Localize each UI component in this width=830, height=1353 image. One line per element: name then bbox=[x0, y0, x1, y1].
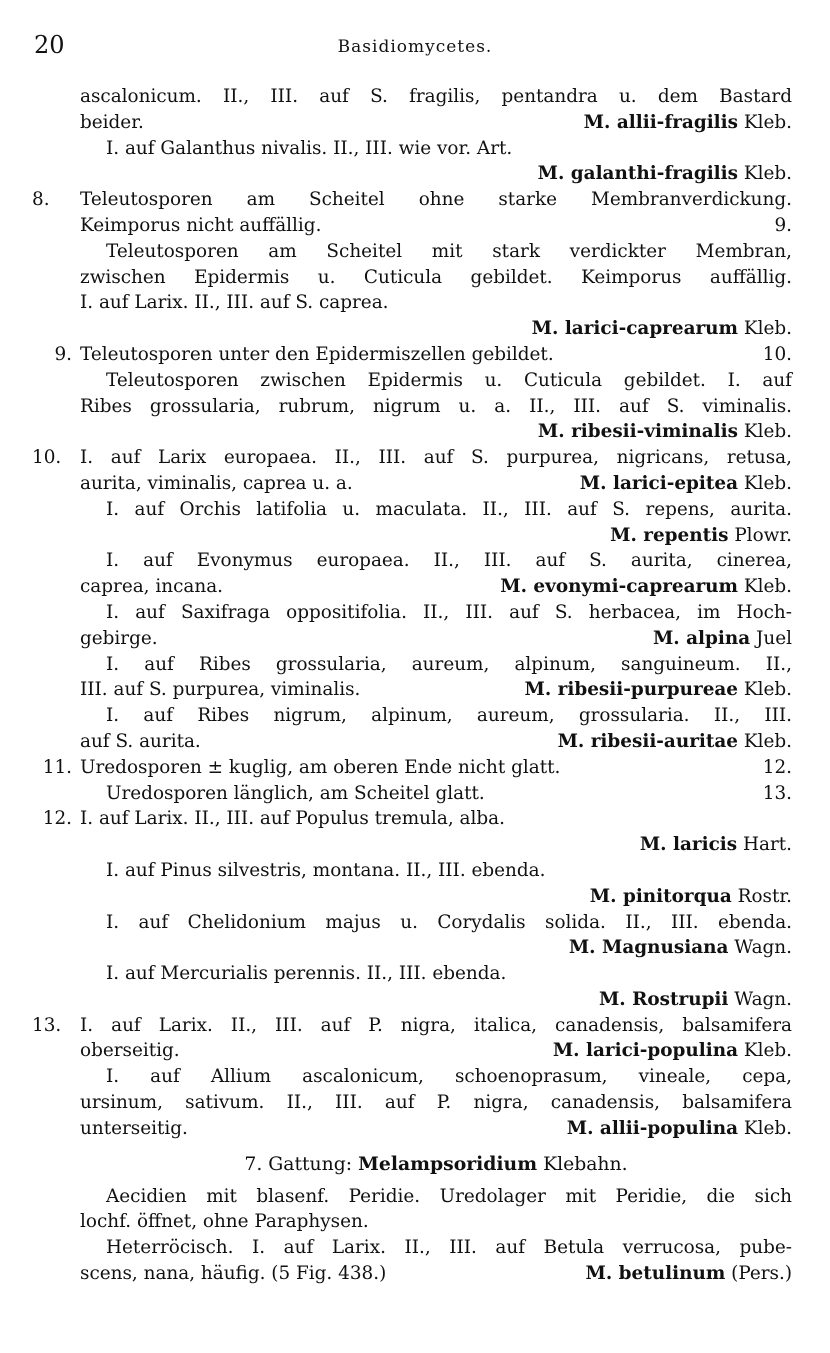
genus-prefix: 7. Gattung: bbox=[244, 1153, 353, 1175]
line-text: lochf. öffnet, ohne Paraphysen. bbox=[80, 1211, 369, 1233]
text-line bbox=[80, 1261, 792, 1287]
species-entry bbox=[584, 110, 792, 136]
line-text: Teleutosporen zwischen Epidermis u. Cuticula gebildet. I. auf bbox=[106, 369, 792, 391]
species-entry bbox=[567, 1116, 792, 1142]
text-line bbox=[80, 729, 792, 755]
genus-heading bbox=[80, 1152, 792, 1180]
species-author: Juel bbox=[756, 627, 792, 649]
text-line bbox=[80, 239, 792, 265]
species-name: M. galanthi-fragilis bbox=[537, 163, 739, 185]
species-entry bbox=[532, 316, 792, 342]
species-author: Kleb. bbox=[743, 163, 792, 185]
species-author: Plowr. bbox=[734, 524, 792, 546]
lead-reference: 12. bbox=[762, 756, 792, 778]
line-text: I. auf Evonymus europaea. II., III. auf S. aurita, cinerea, bbox=[106, 550, 792, 572]
species-name: M. ribesii-auritae bbox=[557, 730, 739, 752]
species-entry bbox=[500, 574, 792, 600]
text-line bbox=[80, 703, 792, 729]
species-entry bbox=[525, 677, 793, 703]
genus-author: Klebahn. bbox=[543, 1153, 628, 1175]
line-text: I. auf Saxifraga oppositifolia. II., III. auf S. herbacea, im Hoch- bbox=[106, 601, 792, 623]
text-line bbox=[32, 1013, 792, 1039]
text-line bbox=[80, 290, 792, 316]
key-number: 13. bbox=[32, 1014, 62, 1036]
species-author: Rostr. bbox=[737, 885, 792, 907]
species-name: M. Rostrupii bbox=[598, 988, 729, 1010]
key-number: 10. bbox=[32, 447, 62, 469]
line-text: III. auf S. purpurea, viminalis. bbox=[80, 679, 361, 701]
text-line bbox=[80, 265, 792, 291]
species-name: M. larici-epitea bbox=[579, 472, 739, 494]
text-line bbox=[32, 187, 792, 213]
line-text: I. auf Chelidonium majus u. Corydalis solida. II., III. ebenda. bbox=[106, 911, 792, 933]
line-text: aurita, viminalis, caprea u. a. bbox=[80, 472, 353, 494]
line-text: Uredosporen länglich, am Scheitel glatt. bbox=[106, 782, 485, 804]
line-text: I. auf Orchis latifolia u. maculata. II., III. auf S. repens, aurita. bbox=[106, 498, 792, 520]
line-text: I. auf Larix. II., III. auf P. nigra, italica, canadensis, balsamifera bbox=[80, 1014, 792, 1036]
species-entry bbox=[558, 729, 792, 755]
text-line bbox=[42, 806, 792, 832]
text-line bbox=[80, 84, 792, 110]
species-entry bbox=[640, 832, 792, 858]
key-number: 9. bbox=[54, 343, 72, 365]
line-text: I. auf Allium ascalonicum, schoenoprasum, vineale, cepa, bbox=[106, 1066, 792, 1088]
species-author: Wagn. bbox=[734, 988, 792, 1010]
line-text: I. auf Larix europaea. II., III. auf S. purpurea, nigricans, retusa, bbox=[80, 447, 792, 469]
text-line bbox=[80, 858, 792, 884]
text-line bbox=[80, 910, 792, 936]
line-text: beider. bbox=[80, 111, 144, 133]
line-text: Ribes grossularia, rubrum, nigrum u. a. II., III. auf S. viminalis. bbox=[80, 395, 792, 417]
text-line bbox=[80, 316, 792, 342]
species-name: M. larici-caprearum bbox=[531, 318, 739, 340]
species-name: M. ribesii-viminalis bbox=[537, 421, 739, 443]
text-line bbox=[80, 497, 792, 523]
text-line bbox=[80, 987, 792, 1013]
species-author: Kleb. bbox=[743, 679, 792, 701]
text-line bbox=[80, 368, 792, 394]
line-text: oberseitig. bbox=[80, 1040, 180, 1062]
text-line bbox=[80, 213, 792, 239]
lead-reference: 9. bbox=[774, 214, 792, 236]
text-line bbox=[80, 884, 792, 910]
text-line bbox=[80, 781, 792, 807]
key-number: 8. bbox=[32, 189, 50, 211]
species-author: (Pers.) bbox=[731, 1263, 792, 1285]
genus-name: Melampsoridium bbox=[358, 1152, 538, 1175]
key-number: 11. bbox=[42, 756, 72, 778]
line-text: I. auf Galanthus nivalis. II., III. wie vor. Art. bbox=[106, 137, 513, 159]
species-author: Kleb. bbox=[743, 576, 792, 598]
key-number: 12. bbox=[42, 808, 72, 830]
species-entry bbox=[586, 1261, 792, 1287]
species-author: Kleb. bbox=[743, 318, 792, 340]
species-author: Hart. bbox=[742, 834, 792, 856]
text-line bbox=[80, 832, 792, 858]
species-author: Kleb. bbox=[743, 1040, 792, 1062]
text-line bbox=[54, 342, 792, 368]
text-line bbox=[80, 523, 792, 549]
text-line bbox=[80, 161, 792, 187]
species-author: Kleb. bbox=[743, 1117, 792, 1139]
line-text: Teleutosporen am Scheitel ohne starke Membranverdickung. bbox=[80, 189, 792, 211]
species-author: Kleb. bbox=[743, 730, 792, 752]
line-text: Teleutosporen am Scheitel mit stark verdickter Membran, bbox=[106, 240, 792, 262]
lead-reference: 13. bbox=[762, 782, 792, 804]
text-line bbox=[80, 471, 792, 497]
line-text: I. auf Ribes grossularia, aureum, alpinum, sanguineum. II., bbox=[106, 653, 792, 675]
species-author: Kleb. bbox=[743, 472, 792, 494]
species-author: Kleb. bbox=[743, 421, 792, 443]
line-text: ursinum, sativum. II., III. auf P. nigra, canadensis, balsamifera bbox=[80, 1092, 792, 1114]
text-line bbox=[32, 445, 792, 471]
line-text: zwischen Epidermis u. Cuticula gebildet. Keimporus auffällig. bbox=[80, 266, 792, 288]
line-text: Teleutosporen unter den Epidermiszellen gebildet. bbox=[80, 343, 554, 365]
text-line bbox=[80, 626, 792, 652]
line-text: ascalonicum. II., III. auf S. fragilis, pentandra u. dem Bastard bbox=[80, 86, 792, 107]
species-name: M. allii-fragilis bbox=[583, 111, 739, 133]
text-line bbox=[80, 136, 792, 162]
document-body bbox=[32, 84, 792, 1287]
species-name: M. laricis bbox=[639, 834, 738, 856]
text-line bbox=[80, 1090, 792, 1116]
species-name: M. larici-populina bbox=[552, 1040, 739, 1062]
page-header bbox=[34, 30, 796, 60]
text-line bbox=[80, 935, 792, 961]
line-text: gebirge. bbox=[80, 627, 158, 649]
text-line bbox=[80, 1235, 792, 1261]
species-name: M. ribesii-purpureae bbox=[524, 679, 739, 701]
line-text: auf S. aurita. bbox=[80, 730, 201, 752]
text-line bbox=[80, 1038, 792, 1064]
species-entry bbox=[599, 987, 792, 1013]
lead-reference: 10. bbox=[762, 343, 792, 365]
species-name: M. repentis bbox=[610, 524, 729, 546]
species-entry bbox=[610, 523, 792, 549]
line-text: scens, nana, häufig. (5 Fig. 438.) bbox=[80, 1263, 387, 1285]
text-line bbox=[80, 652, 792, 678]
line-text: I. auf Ribes nigrum, alpinum, aureum, grossularia. II., III. bbox=[106, 705, 792, 727]
species-author: Wagn. bbox=[734, 937, 792, 959]
text-line bbox=[80, 1064, 792, 1090]
text-line bbox=[80, 1184, 792, 1210]
species-name: M. pinitorqua bbox=[589, 885, 732, 907]
line-text: caprea, incana. bbox=[80, 576, 224, 598]
running-title: Basidiomycetes. bbox=[337, 37, 493, 57]
species-name: M. betulinum bbox=[585, 1263, 726, 1285]
species-entry bbox=[538, 419, 792, 445]
species-entry bbox=[569, 935, 792, 961]
line-text: unterseitig. bbox=[80, 1117, 188, 1139]
species-entry bbox=[653, 626, 792, 652]
species-entry bbox=[590, 884, 792, 910]
species-author: Kleb. bbox=[743, 111, 792, 133]
species-entry bbox=[580, 471, 792, 497]
text-line bbox=[80, 961, 792, 987]
line-text: Heterröcisch. I. auf Larix. II., III. auf Betula verrucosa, pube- bbox=[106, 1237, 792, 1259]
species-name: M. allii-populina bbox=[566, 1117, 739, 1139]
text-line bbox=[80, 110, 792, 136]
species-name: M. evonymi-caprearum bbox=[500, 576, 739, 598]
text-line bbox=[80, 1209, 792, 1235]
line-text: I. auf Mercurialis perennis. II., III. ebenda. bbox=[106, 963, 507, 985]
line-text: Aecidien mit blasenf. Peridie. Uredolager mit Peridie, die sich bbox=[106, 1185, 792, 1207]
species-entry bbox=[553, 1038, 792, 1064]
text-line bbox=[80, 574, 792, 600]
key-lines bbox=[32, 84, 792, 1142]
line-text: Uredosporen ± kuglig, am oberen Ende nicht glatt. bbox=[80, 756, 561, 778]
text-line bbox=[80, 548, 792, 574]
species-name: M. alpina bbox=[652, 627, 751, 649]
line-text: I. auf Pinus silvestris, montana. II., III. ebenda. bbox=[106, 859, 546, 881]
text-line bbox=[42, 755, 792, 781]
genus-description bbox=[80, 1184, 792, 1287]
line-text: I. auf Larix. II., III. auf Populus tremula, alba. bbox=[80, 808, 505, 830]
line-text: Keimporus nicht auffällig. bbox=[80, 214, 322, 236]
text-line bbox=[80, 419, 792, 445]
line-text: I. auf Larix. II., III. auf S. caprea. bbox=[80, 292, 389, 314]
species-name: M. Magnusiana bbox=[568, 937, 729, 959]
species-entry bbox=[538, 161, 792, 187]
text-line bbox=[80, 600, 792, 626]
page-number: 20 bbox=[34, 31, 65, 59]
text-line bbox=[80, 677, 792, 703]
text-line bbox=[80, 394, 792, 420]
text-line bbox=[80, 1116, 792, 1142]
